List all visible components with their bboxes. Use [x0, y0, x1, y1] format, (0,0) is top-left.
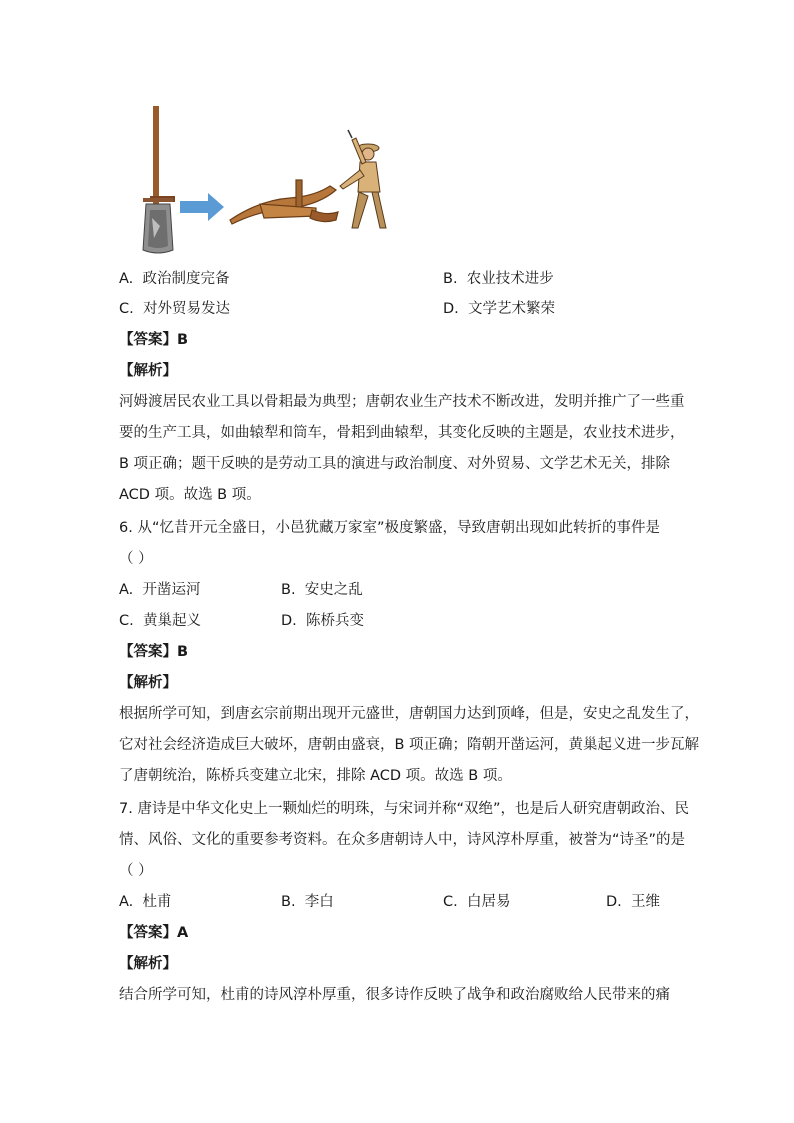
- option-key: A.: [119, 582, 134, 598]
- q7-stem-line: 7. 唐诗是中华文化史上一颗灿烂的明珠，与宋词并称“双绝”，也是后人研究唐朝政治、民: [119, 801, 689, 817]
- option-text: 文学艺术繁荣: [468, 301, 555, 317]
- option-text: 安史之乱: [304, 582, 363, 598]
- option-key: D.: [281, 613, 297, 629]
- option-text: 对外贸易发达: [142, 301, 230, 317]
- option-key: B.: [281, 582, 296, 598]
- q5-option-d: [443, 299, 555, 319]
- q7-answer: 【答案】A: [119, 925, 189, 941]
- q6-analysis-line: 了唐朝统治，陈桥兵变建立北宋，排除 ACD 项。故选 B 项。: [119, 768, 512, 784]
- q5-option-c: [119, 299, 230, 319]
- option-key: B.: [281, 894, 296, 910]
- q5-analysis-label: 【解析】: [119, 363, 177, 379]
- option-text: 政治制度完备: [142, 271, 230, 287]
- q5-option-b: [443, 269, 554, 289]
- q7-stem-line: 情、风俗、文化的重要参考资料。在众多唐朝诗人中，诗风淳朴厚重，被誉为“诗圣”的是: [119, 832, 686, 848]
- q7-option-c: [443, 892, 510, 912]
- q5-answer: 【答案】B: [119, 332, 189, 348]
- option-text: 杜甫: [142, 894, 172, 910]
- q6-stem-line: （ ）: [119, 551, 153, 567]
- q7-option-d: [606, 892, 660, 912]
- option-key: C.: [119, 301, 134, 317]
- q6-analysis-label: 【解析】: [119, 675, 177, 691]
- q5-analysis-line: B 项正确；题干反映的是劳动工具的演进与政治制度、对外贸易、文学艺术无关，排除: [119, 456, 671, 472]
- option-key: B.: [443, 271, 458, 287]
- option-text: 李白: [304, 894, 334, 910]
- q5-analysis-line: ACD 项。故选 B 项。: [119, 487, 261, 503]
- option-key: A.: [119, 894, 134, 910]
- right-arrow-icon: [180, 193, 224, 221]
- q6-analysis-line: 根据所学可知，到唐玄宗前期出现开元盛世，唐朝国力达到顶峰，但是，安史之乱发生了，: [119, 706, 699, 722]
- farmer-figure-image: [340, 130, 386, 228]
- q6-analysis-line: 它对社会经济造成巨大破坏，唐朝由盛衰，B 项正确；隋朝开凿运河，黄巢起义进一步瓦解: [119, 737, 700, 753]
- q7-stem-line: （ ）: [119, 863, 153, 879]
- option-text: 农业技术进步: [466, 271, 554, 287]
- q6-stem-line: 6. 从“忆昔开元全盛日，小邑犹藏万家室”极度繁盛，导致唐朝出现如此转折的事件是: [119, 520, 660, 536]
- q5-analysis-line: 河姆渡居民农业工具以骨耜最为典型；唐朝农业生产技术不断改进，发明并推广了一些重: [119, 394, 685, 410]
- option-key: C.: [443, 894, 458, 910]
- q5-analysis-line: 要的生产工具，如曲辕犁和筒车，骨耜到曲辕犁，其变化反映的主题是，农业技术进步，: [119, 425, 685, 441]
- option-text: 王维: [631, 894, 660, 910]
- q6-option-d: [281, 611, 364, 631]
- option-key: D.: [443, 301, 459, 317]
- option-key: D.: [606, 894, 622, 910]
- q7-analysis-line: 结合所学可知，杜甫的诗风淳朴厚重，很多诗作反映了战争和政治腐败给人民带来的痛: [119, 987, 670, 1003]
- curved-plough-image: [230, 180, 338, 224]
- q6-option-c: [119, 611, 201, 631]
- q7-option-a: [119, 892, 172, 912]
- q6-answer: 【答案】B: [119, 644, 189, 660]
- bone-spade-image: [143, 106, 175, 253]
- farming-tools-illustration: [140, 100, 400, 260]
- option-text: 开凿运河: [142, 582, 201, 598]
- option-text: 白居易: [466, 894, 511, 910]
- option-key: C.: [119, 613, 134, 629]
- q7-analysis-label: 【解析】: [119, 956, 177, 972]
- q7-option-b: [281, 892, 334, 912]
- q6-option-a: [119, 580, 201, 600]
- q6-option-b: [281, 580, 363, 600]
- option-text: 黄巢起义: [142, 613, 201, 629]
- option-text: 陈桥兵变: [306, 613, 364, 629]
- q5-option-a: [119, 269, 230, 289]
- option-key: A.: [119, 271, 134, 287]
